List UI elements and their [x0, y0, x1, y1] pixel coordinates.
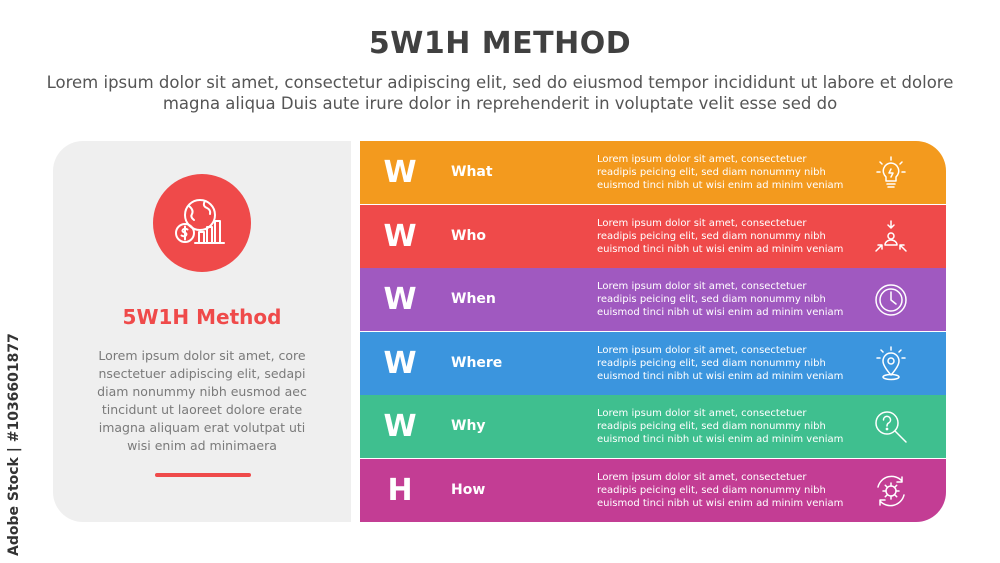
- stock-credit: Adobe Stock | #1036601877: [6, 333, 22, 556]
- row-description: Lorem ipsum dolor sit amet, consectetuer readipis peicing elit, sed diam nonummy nibh euismod tinci nibh ut wisi enim ad minim veniam: [597, 408, 844, 445]
- method-row-why: [360, 395, 946, 458]
- row-letter: H: [387, 472, 413, 508]
- row-label: When: [451, 291, 496, 307]
- page-subtitle: Lorem ipsum dolor sit amet, consectetur adipiscing elit, sed do eiusmod tempor incididunt ut labore et dolore magna aliqua Duis aute irure dolor in reprehenderit in voluptate velit esse sed do: [46, 73, 954, 113]
- row-description: Lorem ipsum dolor sit amet, consectetuer readipis peicing elit, sed diam nonummy nibh euismod tinci nibh ut wisi enim ad minim veniam: [597, 154, 844, 191]
- row-letter: W: [383, 409, 417, 444]
- method-row-who: [360, 205, 946, 268]
- method-rows: [360, 141, 946, 522]
- row-label: Where: [451, 354, 503, 371]
- row-description: Lorem ipsum dolor sit amet, consectetuer readipis peicing elit, sed diam nonummy nibh euismod tinci nibh ut wisi enim ad minim veniam: [597, 344, 844, 382]
- clock-icon: [873, 282, 909, 318]
- method-row-where: [360, 332, 946, 395]
- summary-panel: [53, 141, 351, 522]
- globe-dollar-chart-icon: [172, 193, 232, 253]
- row-letter: W: [383, 282, 417, 317]
- row-description: Lorem ipsum dolor sit amet, consectetuer readipis peicing elit, sed diam nonummy nibh euismod tinci nibh ut wisi enim ad minim veniam: [597, 281, 844, 318]
- method-row-when: [360, 268, 946, 331]
- gear-cycle-icon: [873, 473, 909, 509]
- row-label: Who: [451, 227, 487, 244]
- hero-icon-circle: [153, 174, 251, 272]
- row-letter: W: [383, 218, 417, 254]
- question-magnifier-icon: [873, 409, 909, 445]
- row-letter: W: [383, 155, 417, 190]
- page-title: 5W1H METHOD: [368, 26, 632, 61]
- row-description: Lorem ipsum dolor sit amet, consectetuer readipis peicing elit, sed diam nonummy nibh euismod tinci nibh ut wisi enim ad minim veniam: [597, 471, 844, 509]
- row-label: How: [451, 481, 486, 498]
- location-pin-icon: [873, 346, 909, 382]
- row-letter: W: [383, 345, 417, 381]
- method-row-how: [360, 459, 946, 523]
- panel-heading: 5W1H Method: [122, 305, 282, 329]
- method-row-what: [360, 141, 946, 204]
- panel-underline: [155, 473, 251, 477]
- lightbulb-icon: [873, 155, 909, 191]
- row-label: What: [451, 164, 493, 180]
- panel-description: Lorem ipsum dolor sit amet, core nsectetuer adipiscing elit, sedapi diam nonummy nibh eusmod aec tincidunt ut laoreet dolore erate imagna aliquam erat volutpat uti wisi enim ad minimaera: [97, 348, 307, 453]
- person-target-icon: [873, 219, 909, 255]
- row-description: Lorem ipsum dolor sit amet, consectetuer readipis peicing elit, sed diam nonummy nibh euismod tinci nibh ut wisi enim ad minim veniam: [597, 217, 844, 255]
- row-label: Why: [451, 418, 486, 434]
